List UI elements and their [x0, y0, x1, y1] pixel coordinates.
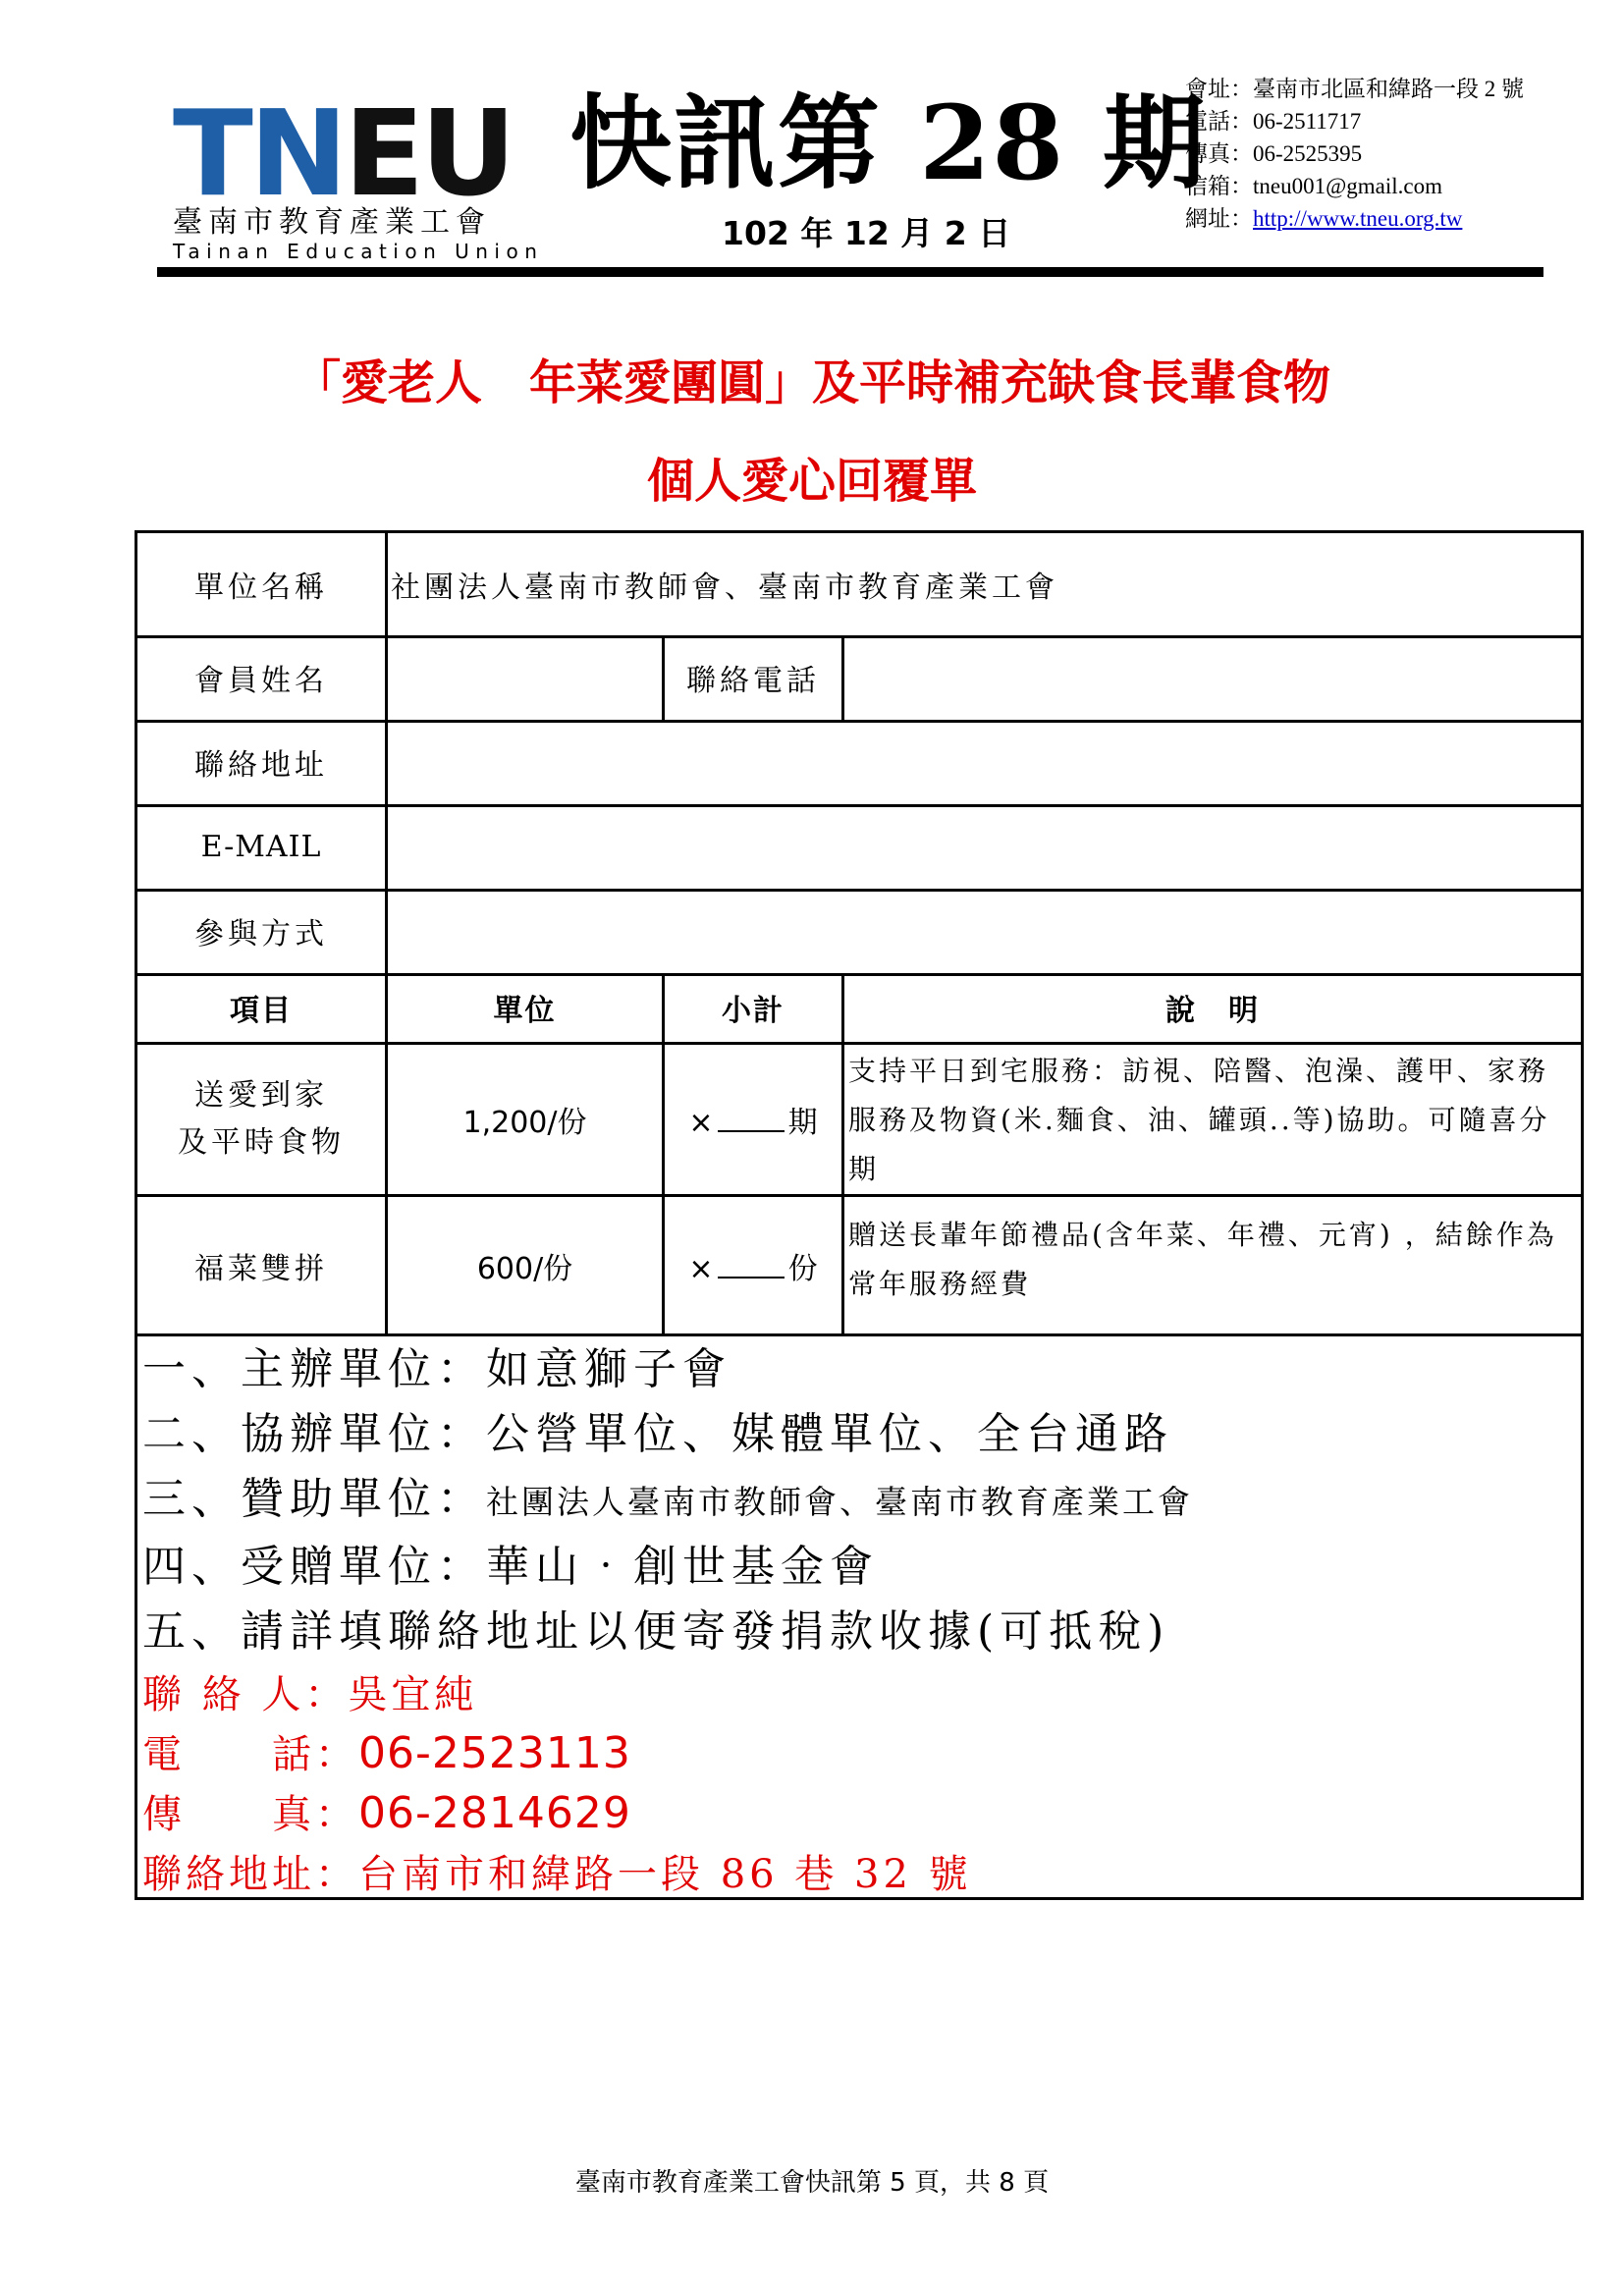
unit-name-value: 社團法人臺南市教師會、臺南市教育產業工會 [391, 571, 1058, 605]
page-footer: 臺南市教育產業工會快訊第 5 頁，共 8 頁 [574, 2168, 1050, 2198]
contact-block [1185, 73, 1568, 235]
quantity-unit: 份 [787, 1251, 818, 1286]
address-field[interactable] [391, 720, 1569, 804]
table-row-item: 福菜雙拼 [194, 1251, 328, 1286]
contact-website [1185, 202, 1568, 235]
header-rule [157, 267, 1543, 277]
logo-mark-eu: EU [344, 86, 513, 223]
note-receipt: 五、請詳填聯絡地址以便寄發捐款收據(可抵稅) [142, 1606, 1170, 1657]
contact-phone: 電話：06-2511717 [1185, 109, 1362, 134]
address-label: 聯絡地址 [194, 748, 328, 783]
website-link[interactable]: http://www.tneu.org.tw [1253, 206, 1463, 231]
contact-person [142, 1664, 1566, 1724]
form-title: 「愛老人 年菜愛團圓」及平時補充缺食長輩食物 [293, 355, 1330, 410]
notes-section [142, 1337, 1566, 1904]
contact-address-label: 聯絡地址： [142, 1852, 358, 1897]
logo-chinese-name: 臺南市教育產業工會 [173, 205, 491, 240]
multiply-sign: × [688, 1106, 714, 1140]
form-subtitle: 個人愛心回覆單 [646, 454, 977, 509]
contact-person-label: 聯 絡 人： [142, 1672, 349, 1717]
member-name-field[interactable] [391, 635, 662, 720]
column-header-unit: 單位 [493, 994, 557, 1028]
item-line1: 送愛到家 [194, 1078, 328, 1113]
logo-english-name: Tainan Education Union [173, 240, 544, 263]
column-divider [841, 635, 844, 720]
note-recipient: 四、受贈單位：華山‧創世基金會 [142, 1542, 879, 1592]
contact-phone-number: 06-2523113 [358, 1728, 631, 1778]
item-line2: 及平時食物 [178, 1125, 345, 1160]
contact-person-name: 吳宜純 [348, 1672, 478, 1717]
contact-fax-line [142, 1784, 1566, 1844]
note-co-organizer: 二、協辦單位：公營單位、媒體單位、全台通路 [142, 1409, 1173, 1459]
sponsor-label: 三、贊助單位： [142, 1474, 486, 1524]
quantity-blank[interactable] [718, 1101, 785, 1132]
phone-field[interactable] [847, 635, 1574, 720]
phone-label: 聯絡電話 [686, 664, 820, 698]
contact-fax: 傳真：06-2525395 [1185, 141, 1363, 166]
table-row-unit: 1,200/份 [462, 1106, 587, 1140]
column-header-subtotal: 小計 [722, 994, 785, 1028]
contact-address-value: 台南市和緯路一段 86 巷 32 號 [358, 1852, 972, 1897]
issue-title: 快訊第 28 期 [569, 82, 1208, 203]
logo-mark-tn: TN [173, 86, 345, 223]
note-sponsor [142, 1467, 1566, 1535]
column-header-description: 說 明 [1165, 994, 1260, 1028]
table-row-unit: 600/份 [476, 1251, 573, 1286]
union-logo [173, 86, 544, 263]
column-header-item: 項目 [230, 994, 293, 1028]
website-label: 網址： [1185, 206, 1253, 231]
participation-field[interactable] [391, 889, 1569, 973]
sponsor-value: 社團法人臺南市教師會、臺南市教育產業工會 [486, 1483, 1193, 1521]
table-row-description: 贈送長輩年節禮品(含年菜、年禮、元宵) ，結餘作為常年服務經費 [848, 1219, 1557, 1300]
contact-fax-label: 傳 真： [142, 1792, 358, 1837]
email-field[interactable] [391, 804, 1569, 889]
table-row-quantity[interactable] [665, 1045, 841, 1194]
note-organizer: 一、主辦單位：如意獅子會 [142, 1344, 731, 1394]
row-divider [137, 1333, 1581, 1336]
contact-fax-number: 06-2814629 [358, 1788, 631, 1838]
contact-phone-line [142, 1724, 1566, 1784]
contact-address: 會址：臺南市北區和緯路一段 2 號 [1185, 77, 1524, 101]
contact-email: 信箱：tneu001@gmail.com [1185, 174, 1443, 198]
table-row-description: 支持平日到宅服務：訪視、陪醫、泡澡、護甲、家務服務及物資(米.麵食、油、罐頭..等)協助。可隨喜分期 [848, 1055, 1550, 1185]
table-row-quantity[interactable] [665, 1197, 841, 1333]
contact-phone-label: 電 話： [142, 1732, 358, 1777]
multiply-sign: × [688, 1251, 714, 1286]
email-label: E-MAIL [200, 829, 322, 864]
member-name-label: 會員姓名 [194, 664, 328, 698]
unit-name-label: 單位名稱 [194, 571, 328, 605]
issue-date: 102 年 12 月 2 日 [722, 214, 1011, 252]
participation-label: 參與方式 [194, 917, 328, 952]
contact-address-line [142, 1844, 1566, 1904]
quantity-blank[interactable] [718, 1247, 785, 1279]
quantity-unit: 期 [787, 1106, 818, 1140]
table-row-item [137, 1045, 385, 1194]
